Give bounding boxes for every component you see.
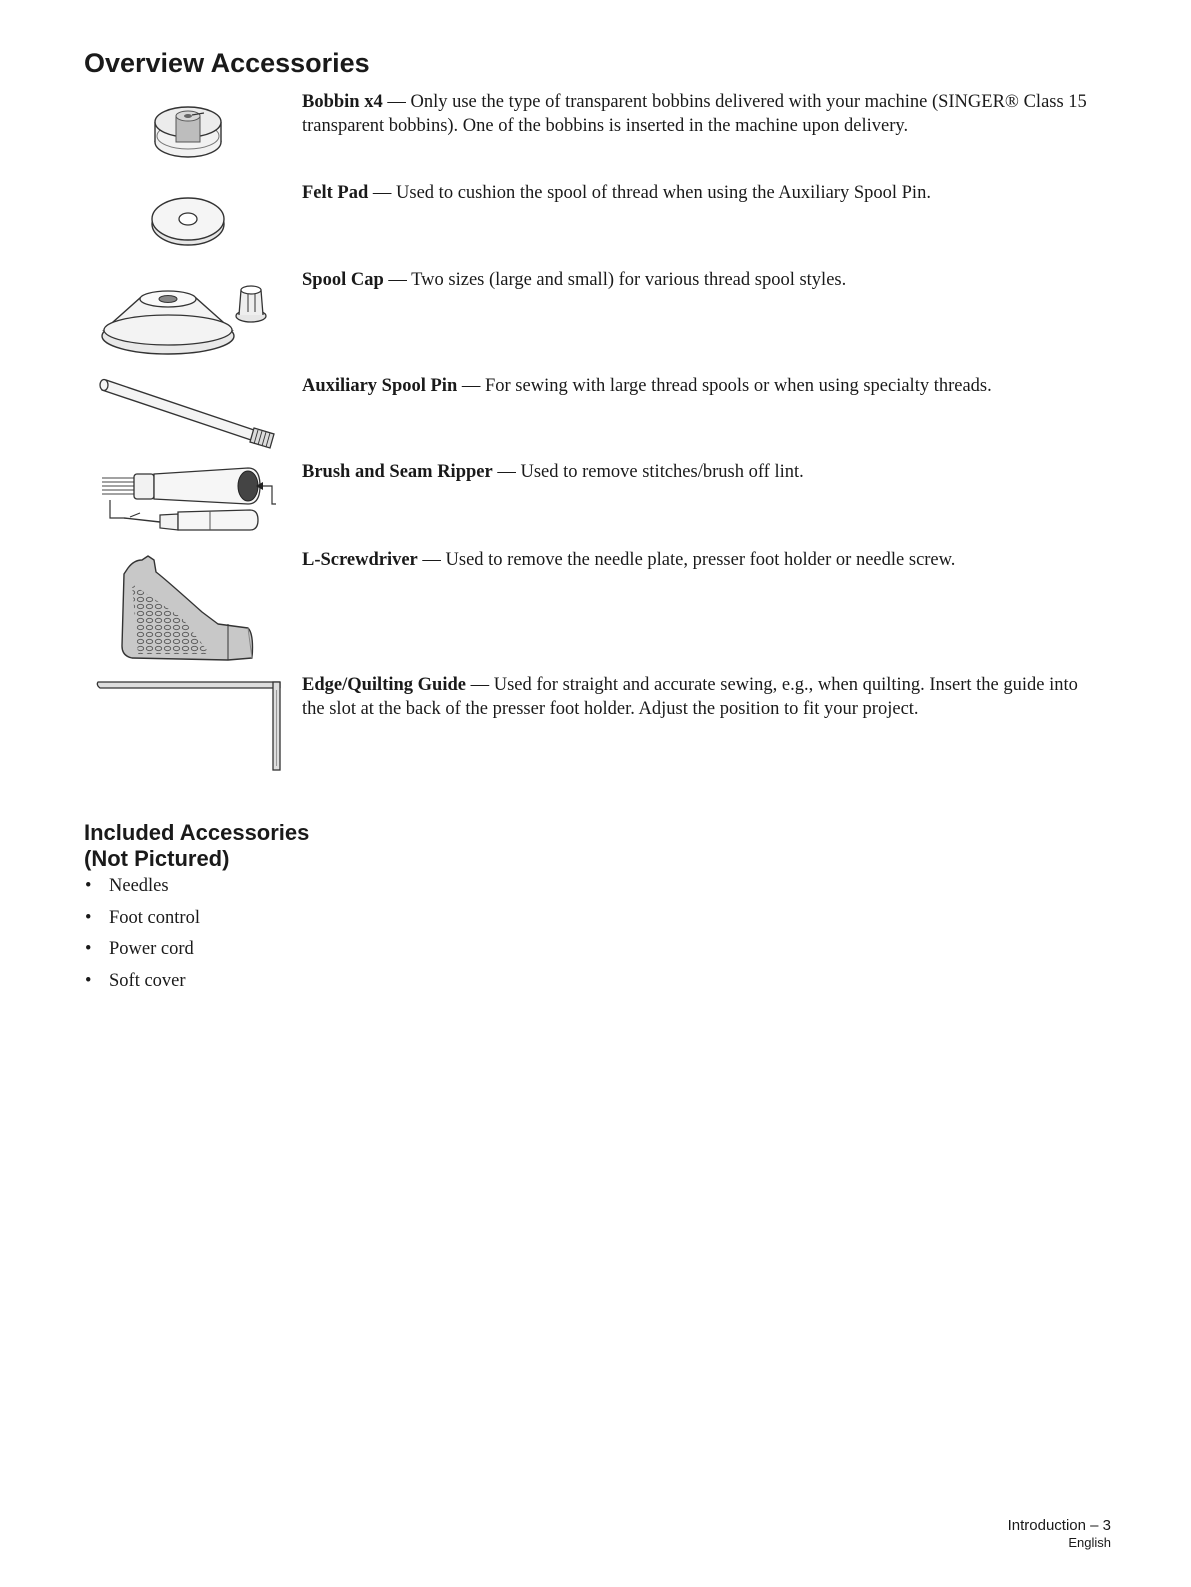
accessory-l-screwdriver xyxy=(302,548,1102,572)
l-screwdriver-icon xyxy=(118,554,258,664)
felt-pad-icon xyxy=(148,188,228,250)
list-item: • Power cord xyxy=(84,937,200,969)
list-item: • Needles xyxy=(84,874,200,906)
accessory-description: — Only use the type of transparent bobbins delivered with your machine (SINGER® Class 15 transparent bobbins). One of the bobbins is inserted in the machine upon delivery. xyxy=(302,92,1087,136)
page-footer xyxy=(1008,1517,1111,1551)
accessory-bobbin xyxy=(302,90,1102,138)
accessory-auxiliary-spool-pin xyxy=(302,374,1102,398)
page-number-label: Introduction – 3 xyxy=(1007,1517,1111,1534)
accessory-brush-seam-ripper xyxy=(302,460,1102,484)
edge-quilting-guide-icon xyxy=(94,676,284,774)
included-heading-line2: (Not Pictured) xyxy=(84,846,230,871)
page-title: Overview Accessories xyxy=(84,48,370,78)
accessory-description: — Two sizes (large and small) for various thread spool styles. xyxy=(383,270,847,290)
brush-seam-ripper-icon xyxy=(100,460,280,536)
accessory-description: — Used for straight and accurate sewing, e.g., when quilting. Insert the guide into the slot at the back of the presser foot holder. Adjust the position to fit your project. xyxy=(302,675,1078,719)
accessory-felt-pad xyxy=(302,181,1102,205)
included-heading-line1: Included Accessories xyxy=(84,820,310,845)
accessory-description: — For sewing with large thread spools or when using specialty threads. xyxy=(457,376,992,396)
accessory-name: Bobbin x4 xyxy=(302,92,383,112)
accessory-description: — Used to remove stitches/brush off lint. xyxy=(492,462,804,482)
accessory-description: — Used to cushion the spool of thread when using the Auxiliary Spool Pin. xyxy=(368,183,931,203)
spool-cap-icon xyxy=(98,280,278,360)
list-item: • Foot control xyxy=(84,906,200,938)
bobbin-icon xyxy=(148,92,228,172)
accessory-name: L-Screwdriver xyxy=(302,550,418,570)
accessory-name: Spool Cap xyxy=(302,270,384,290)
included-accessories-heading xyxy=(84,820,384,872)
accessory-name: Auxiliary Spool Pin xyxy=(302,376,458,396)
accessory-description: — Used to remove the needle plate, presser foot holder or needle screw. xyxy=(417,550,956,570)
auxiliary-spool-pin-icon xyxy=(96,372,280,452)
accessory-name: Felt Pad xyxy=(302,183,369,203)
accessory-name: Edge/Quilting Guide xyxy=(302,675,466,695)
included-accessories-list xyxy=(84,874,200,1001)
list-item: • Soft cover xyxy=(84,969,200,1001)
accessory-edge-quilting-guide xyxy=(302,673,1102,721)
language-label: English xyxy=(1068,1535,1111,1550)
accessory-spool-cap xyxy=(302,268,1102,292)
accessory-name: Brush and Seam Ripper xyxy=(302,462,493,482)
